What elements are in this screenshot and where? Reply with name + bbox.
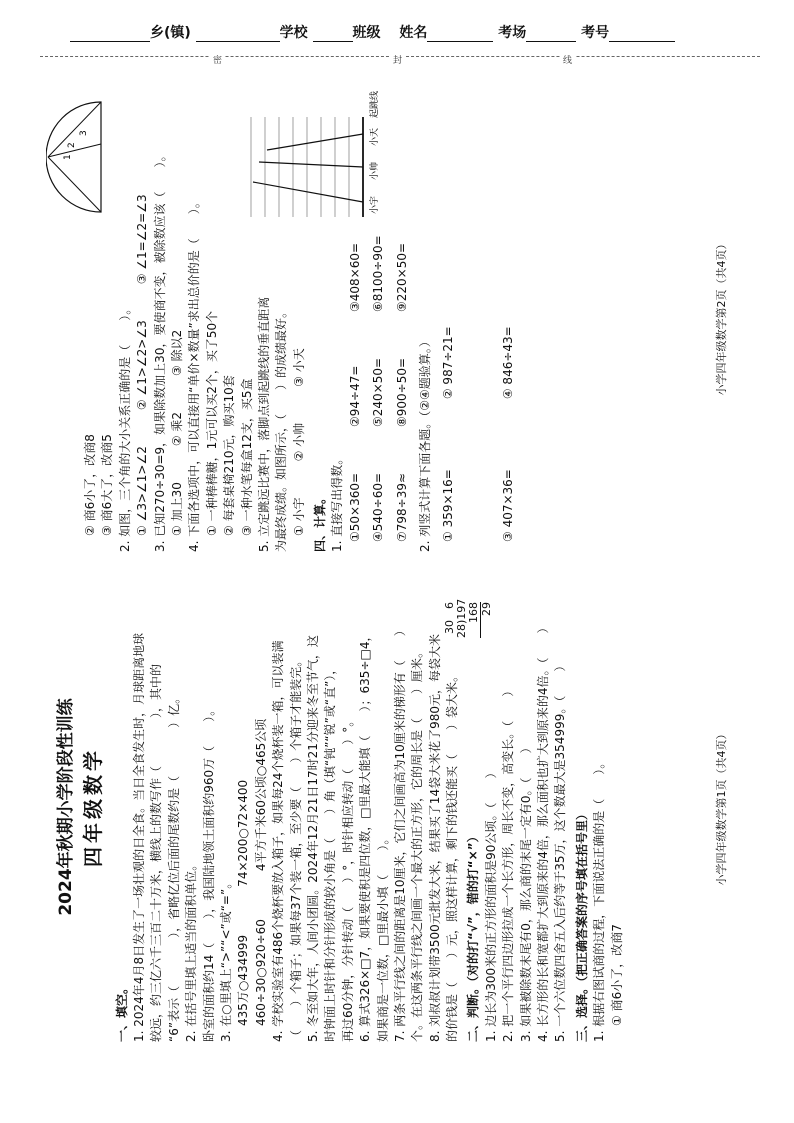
q7-line2: 个。在这两条平行线之间画一个最大的正方形，它的周长是（ ）厘米。: [410, 645, 425, 1042]
calc-item[interactable]: ③408×60=: [347, 242, 362, 312]
choice-1-opt2[interactable]: ② 商6小了，改商8: [83, 434, 97, 536]
exam-page-1: [46, 572, 736, 1042]
exam-subject: 四年级数学: [80, 747, 105, 867]
name-label: 姓名: [399, 25, 428, 41]
cmp-2b[interactable]: 4平方千米60公顷○465公顷: [253, 718, 268, 872]
q6-line2: 如果商是一位数，□里最小填（ ）。: [375, 832, 390, 1042]
cmp-1b[interactable]: 74×200○72×400: [236, 779, 251, 887]
class-blank[interactable]: [313, 25, 353, 42]
school-blank[interactable]: [196, 25, 280, 42]
figures-column: [46, 92, 387, 222]
room-blank[interactable]: [526, 25, 576, 42]
choice-1-opt3[interactable]: ③ 商6大了，改商5: [100, 434, 115, 536]
judge-3[interactable]: 3. 如果被除数末尾有0，那么商的末尾一定有0。（ ）: [518, 741, 533, 1042]
vcalc-4[interactable]: ④ 846÷43=: [501, 326, 516, 400]
seal-feng: 封: [390, 53, 405, 66]
calc-1-title: 1. 直接写出得数。: [330, 452, 345, 552]
page1-footer: 小学四年级数学第1页（共4页）: [715, 728, 729, 886]
q1-line3: “6”表示（ ），省略亿位后面的尾数约是（ ）亿。: [166, 691, 181, 1042]
q5-line2: 时钟面上时针和分针形成的较小角是（ ）角（填“钝”“锐”或“直”），: [323, 662, 338, 1042]
choice-5-line1: 5. 立定跳远比赛中，落脚点到起跳线的垂直距离: [256, 296, 271, 552]
calc-item[interactable]: ④540÷60=: [371, 472, 386, 542]
section-fill: 一、填空。: [114, 981, 129, 1042]
angle-label-3: 3: [79, 130, 89, 136]
long-division-figure: [443, 598, 494, 638]
number-label: 考号: [581, 25, 610, 41]
choice-5-opt3[interactable]: ③ 小天: [291, 348, 306, 387]
judge-1[interactable]: 1. 边长为300米的正方形的面积是90公顷。（ ）: [483, 766, 498, 1042]
judge-5[interactable]: 5. 一个六位数四舍五入后约等于35万，这个数最大是354999。（ ）: [553, 659, 568, 1042]
choice-2: 2. 如图，三个角的大小关系正确的是（ ）。: [117, 302, 132, 552]
room-label: 考场: [498, 25, 527, 41]
cmp-2a[interactable]: 460÷30○920÷60: [253, 919, 268, 1026]
choice-3-opt1[interactable]: ① 加上30: [169, 482, 184, 536]
q2-line2: 卧室的面积约14（ ），我国陆地领土面积约960万（ ）。: [201, 703, 216, 1042]
vertical-calc-row1: [440, 82, 494, 552]
jumper-xiaoshuai: 小帅: [370, 161, 381, 180]
exam-spread: [46, 82, 746, 1042]
jumper-xiaoyu: 小宇: [370, 195, 381, 214]
exam-page-2: [46, 82, 736, 552]
choice-3-opt3[interactable]: ③ 除以2: [169, 329, 184, 376]
section-calc: 四、计算。: [313, 491, 328, 552]
page2-footer: 小学四年级数学第2页（共4页）: [715, 238, 729, 396]
xiang-blank[interactable]: [70, 25, 150, 42]
school-label: 学校: [279, 25, 308, 41]
choice-4: 4. 下面各选项中，可以直接用“单价×数量”求出总价的是（ ）。: [187, 196, 202, 552]
q3-compare-row2: [253, 572, 270, 1042]
seal-xian: 线: [560, 53, 575, 66]
calc-item[interactable]: ⑨220×50=: [394, 242, 409, 312]
calc-item[interactable]: ⑧900÷50=: [394, 357, 409, 427]
q3-compare-row1: [235, 572, 252, 1042]
div-product: 168: [467, 602, 481, 623]
calc-item: [394, 82, 411, 197]
q8-line1: 8. 刘叔叔计划带3500元批发大米，结果买了14袋大米花了980元，每袋大米: [427, 634, 442, 1042]
choice-5-line2: 为最终成绩。如图所示，（ ）的成绩最好。: [274, 305, 289, 552]
choice-4-opt2[interactable]: ② 每套桌椅210元，购买10套: [222, 375, 237, 536]
seal-mi: 密: [210, 53, 225, 66]
q2-line1: 2. 在括号里填上适当的面积单位。: [184, 858, 199, 1042]
q4-line1: 4. 学校实验室有486个烧杯要放入箱子，如果每24个烧杯装一箱，可以装满: [271, 640, 286, 1042]
calc-item[interactable]: ①50×360=: [347, 472, 362, 542]
class-label: 班级: [352, 25, 381, 41]
judge-4[interactable]: 4. 长方形的长和宽都扩大到原来的4倍，那么面积也扩大到原来的4倍。（ ）: [536, 621, 551, 1042]
angle-label-1: 1: [63, 154, 73, 160]
choice-3: 3. 已知270÷30=9，如果除数加上30，要使商不变，被除数应该（ ）。: [152, 149, 167, 552]
q1-line1: 1. 2024年4月8日发生了一场壮观的日全食。当日全食发生时，月球距离地球: [132, 632, 147, 1042]
vcalc-2[interactable]: ② 987÷21=: [441, 326, 456, 400]
exam-title: 2024年秋期小学阶段性训练: [56, 698, 76, 916]
cmp-1a[interactable]: 435万○434999: [236, 934, 251, 1026]
choice-4-opt3[interactable]: ③ 一种水笔每盒12支，买5盒: [239, 378, 254, 536]
vertical-calc-row2: [500, 82, 554, 552]
choice-1-opt1[interactable]: ① 商6小了，改商7: [609, 924, 624, 1026]
choice-3-opt2[interactable]: ② 乘2: [169, 411, 184, 447]
calc-2-title: 2. 列竖式计算下面各题。（②④题验算。）: [418, 335, 433, 552]
choice-4-opt1[interactable]: ① 一种棒棒糖，1元可以买2个，买了50个: [204, 310, 219, 536]
section-judge: 二、判断。（对的打“√”，错的打“×”）: [466, 830, 481, 1042]
name-blank[interactable]: [427, 25, 493, 42]
angle-figure: [46, 92, 106, 222]
div-dividend: 28)197: [455, 598, 469, 638]
takeoff-line-label: 起跳线: [370, 90, 381, 118]
judge-2[interactable]: 2. 把一个平行四边形拉成一个长方形，周长不变，高变长。（ ）: [501, 684, 516, 1042]
choice-2-opt3[interactable]: ③ ∠1=∠2=∠3: [135, 194, 150, 285]
jumper-xiaotian: 小天: [370, 127, 381, 146]
div-remainder: 29: [480, 602, 493, 638]
q8-line2: 的价钱是（ ）元，照这样计算，剩下的钱还能买（ ）袋大米。: [445, 669, 460, 1042]
choice-5-opt1[interactable]: ① 小宇: [291, 497, 306, 536]
q5-line1: 5. 冬至如大年，人间小团圆。2024年12月21日17时21分迎来冬至节气，这: [305, 635, 320, 1042]
angle-label-2: 2: [67, 142, 77, 148]
choice-5-opt2[interactable]: ② 小帅: [291, 422, 306, 462]
xiang-label: 乡(镇): [150, 25, 191, 41]
q7-line1: 7. 两条平行线之间的距离是10厘米，它们之间画高为10厘米的梯形有（ ）: [392, 624, 407, 1042]
vcalc-3[interactable]: ③ 407×36=: [501, 469, 516, 542]
choice-2-opt2[interactable]: ② ∠1>∠2>∠3: [135, 320, 150, 411]
number-blank[interactable]: [609, 25, 675, 42]
calc-item[interactable]: ②94÷47=: [347, 365, 362, 427]
q5-line3: 再过60分钟，分针转动（ ）°，时针相应转动（ ）°。: [340, 714, 355, 1042]
div-quotient: 30 6: [443, 602, 456, 634]
q3-text: 3. 在○里填上“>”“<”或“=”。: [218, 876, 233, 1042]
q1-line2: 较远，约三亿六千三百二十万米，横线上的数写作（ ），其中的: [149, 663, 164, 1042]
calc-item[interactable]: ⑥8100÷90=: [371, 235, 386, 312]
calc-item[interactable]: ⑦798÷39≈: [394, 472, 409, 542]
section-choice: 三、选择。（把正确答案的序号填在括号里）: [574, 807, 589, 1042]
q6-line1: 6. 算式326×□7，如果要使积是四位数，□里最大能填（ ）；635÷□4，: [358, 629, 373, 1042]
long-jump-figure: [231, 82, 381, 222]
calc-item[interactable]: ⑤240×50=: [371, 357, 386, 427]
vcalc-1[interactable]: ① 359×16=: [441, 469, 456, 542]
choice-1: 1. 根据右图试商的过程，下面说法正确的是（ ）。: [592, 756, 607, 1042]
seal-line: [40, 56, 760, 71]
student-info-header: [70, 22, 730, 48]
q4-line2: （ ）个箱子；如果每37个装一箱，至少要（ ）个箱子才能装完。: [288, 654, 303, 1042]
choice-2-opt1[interactable]: ① ∠3>∠1>∠2: [135, 446, 150, 536]
